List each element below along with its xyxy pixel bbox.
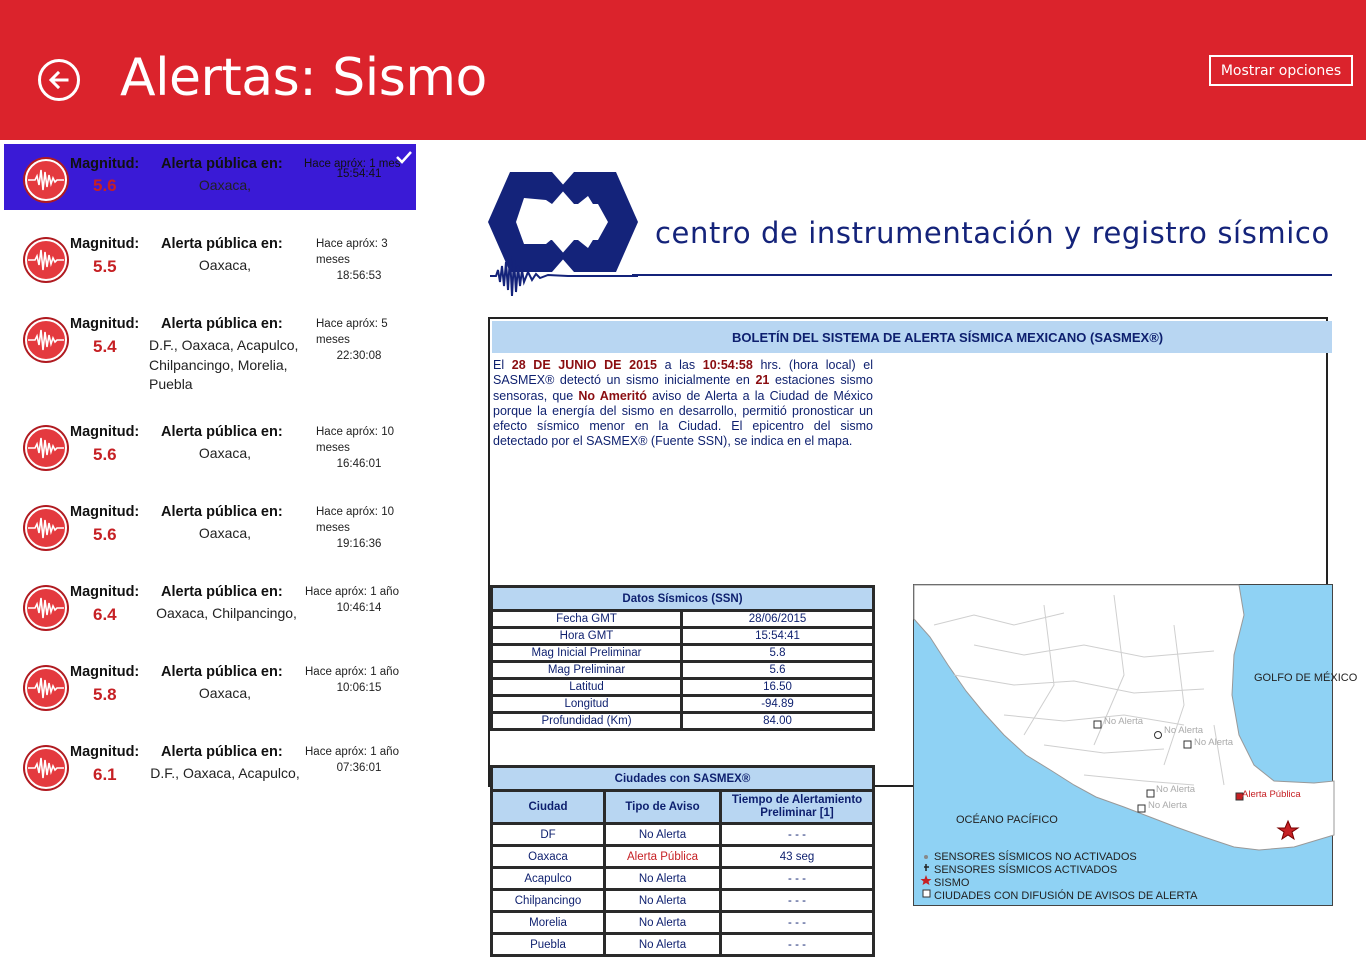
magnitude-value: 5.5 [93,257,117,276]
data-value: 28/06/2015 [683,612,872,626]
bulletin-box [488,317,1358,951]
magnitude-label: Magnitud: [70,584,140,600]
table-row [493,913,872,932]
table-row [493,680,872,694]
magnitude-value: 6.1 [93,765,117,784]
legend-inactive-sensors: SENSORES SÍSMICOS NO ACTIVADOS [934,851,1137,863]
alerta-publica-map-label: Alerta Pública [1242,789,1301,800]
alert-places: Oaxaca, Chilpancingo, [156,605,297,621]
city-cell: Oaxaca [493,847,603,866]
public-alert-label: Alerta pública en: [161,316,283,332]
alert-list-item[interactable] [4,224,416,304]
bulletin-text-part: a las [656,358,703,372]
data-label: Profundidad (Km) [493,714,680,728]
alert-list-item[interactable] [4,572,416,652]
bulletin-text-part: estaciones sismo sensoras, que [493,373,873,403]
table-row [493,714,872,728]
public-alert-label: Alerta pública en: [161,744,283,760]
type-cell: No Alerta [606,913,719,932]
seismic-data-table [490,585,875,731]
time-cell: - - - [722,869,872,888]
magnitude-label: Magnitud: [70,424,140,440]
app-header [0,0,1366,140]
logo-divider-line [632,274,1332,276]
alert-places: Oaxaca, [198,525,252,541]
public-alert-label: Alerta pública en: [161,584,283,600]
table-row [493,825,872,844]
data-value: 84.00 [683,714,872,728]
data-value: 5.6 [683,663,872,677]
data-value: -94.89 [683,697,872,711]
bulletin-time: 10:54:58 [702,358,753,372]
time-ago: Hace apróx: 1 año [305,746,399,758]
magnitude-label: Magnitud: [70,744,140,760]
cires-organization-name: centro de instrumentación y registro sísmico [655,216,1330,250]
back-arrow-icon [47,68,71,92]
alert-time: 19:16:36 [336,538,382,550]
type-cell: No Alerta [606,935,719,954]
table-row [493,612,872,626]
seismograph-icon [22,584,70,632]
alert-places: D.F., Oaxaca, Acapulco, [150,765,300,781]
data-label: Mag Preliminar [493,663,680,677]
data-value: 5.8 [683,646,872,660]
table-row [493,697,872,711]
alert-list[interactable] [0,140,420,784]
city-cell: Acapulco [493,869,603,888]
time-ago: Hace apróx: 3 meses [316,238,388,266]
cities-title: Ciudades con SASMEX® [493,768,872,789]
bulletin-text [493,358,873,450]
city-cell: Puebla [493,935,603,954]
alert-list-item[interactable] [4,652,416,732]
magnitude-value: 5.6 [93,445,117,464]
data-label: Longitud [493,697,680,711]
seismograph-icon [22,156,70,204]
legend-active-sensors: SENSORES SÍSMICOS ACTIVADOS [934,864,1118,876]
magnitude-label: Magnitud: [70,156,140,172]
cires-logo-icon [488,166,658,316]
seismograph-icon [22,504,70,552]
data-label: Latitud [493,680,680,694]
seismograph-icon [22,744,70,792]
magnitude-label: Magnitud: [70,664,140,680]
alert-time: 10:46:14 [336,602,382,614]
show-options-button[interactable]: Mostrar opciones [1209,55,1353,86]
city-cell: Morelia [493,913,603,932]
alert-time: 18:56:53 [336,270,382,282]
public-alert-label: Alerta pública en: [161,504,283,520]
bulletin-no-amerito: No Ameritó [578,388,647,403]
bulletin-text-part: hrs. (hora local) el SASMEX® detectó un sismo inicialmente en [493,358,873,388]
alert-time: 10:06:15 [336,682,382,694]
public-alert-label: Alerta pública en: [161,156,283,172]
alert-time: 07:36:01 [336,762,382,774]
alert-places: Oaxaca, [198,257,252,273]
alert-places: Oaxaca, [198,685,252,701]
bulletin-text-part: aviso de Alerta a la Ciudad de México porque la energía del sismo en desarrollo, permitió pronosticar un efecto sísmico menor en la Ciudad. El epicentro del sismo detectado por el SASMEX® (Fuente SSN), se indica en el mapa. [493,388,874,449]
city-map-label: No Alerta [1104,716,1144,727]
magnitude-value: 5.8 [93,685,117,704]
time-cell: 43 seg [722,847,872,866]
alert-list-item[interactable] [4,144,416,210]
alert-time: 15:54:41 [336,168,382,180]
table-row [493,891,872,910]
table-row [493,935,872,954]
magnitude-label: Magnitud: [70,504,140,520]
magnitude-value: 5.6 [93,176,117,195]
type-cell: No Alerta [606,869,719,888]
gulf-label: GOLFO DE MÉXICO [1254,672,1358,684]
alert-time: 22:30:08 [336,350,382,362]
time-ago: Hace apróx: 1 mes [304,158,401,170]
alert-list-item[interactable] [4,732,416,812]
seismograph-icon [22,236,70,284]
table-row [493,847,872,866]
type-cell: Alerta Pública [606,847,719,866]
alert-places: D.F., Oaxaca, Acapulco, Chilpancingo, Morelia, Puebla [149,337,299,392]
magnitude-value: 6.4 [93,605,117,624]
bulletin-title: BOLETÍN DEL SISTEMA DE ALERTA SÍSMICA MEXICANO (SASMEX®) [492,321,1332,353]
time-ago: Hace apróx: 1 año [305,586,399,598]
time-cell: - - - [722,913,872,932]
alert-time: 16:46:01 [336,458,382,470]
magnitude-value: 5.6 [93,525,117,544]
public-alert-label: Alerta pública en: [161,236,283,252]
city-map-label: No Alerta [1164,725,1204,736]
city-map-label: No Alerta [1194,737,1234,748]
time-cell: - - - [722,935,872,954]
time-cell: - - - [722,825,872,844]
magnitude-label: Magnitud: [70,316,140,332]
col-header-city: Ciudad [493,792,603,822]
public-alert-label: Alerta pública en: [161,664,283,680]
page-title: Alertas: Sismo [120,48,487,108]
col-header-type: Tipo de Aviso [606,792,719,822]
ocean-label: OCÉANO PACÍFICO [956,814,1058,826]
back-button[interactable] [38,59,80,101]
table-row [493,646,872,660]
time-ago: Hace apróx: 5 meses [316,318,388,346]
city-map-label: No Alerta [1156,784,1196,795]
city-map-label: No Alerta [1148,800,1188,811]
data-label: Hora GMT [493,629,680,643]
data-value: 15:54:41 [683,629,872,643]
data-value: 16.50 [683,680,872,694]
bulletin-stations: 21 [755,373,770,388]
seismic-data-title: Datos Sísmicos (SSN) [493,588,872,609]
time-cell: - - - [722,891,872,910]
alert-places: Oaxaca, [198,177,252,193]
seismograph-icon [22,316,70,364]
cities-table [490,765,875,957]
table-row [493,663,872,677]
alert-list-item[interactable] [4,304,416,392]
table-row [493,869,872,888]
magnitude-value: 5.4 [93,337,117,356]
bulletin-date: 28 DE JUNIO DE 2015 [511,358,657,372]
legend-cities: CIUDADES CON DIFUSIÓN DE AVISOS DE ALERTA [934,890,1198,902]
magnitude-label: Magnitud: [70,236,140,252]
data-label: Fecha GMT [493,612,680,626]
bulletin-text-part: El [493,358,512,372]
alert-list-item[interactable] [4,492,416,572]
table-row [493,629,872,643]
alert-places: Oaxaca, [198,445,252,461]
bulletin-view[interactable] [472,140,1358,951]
time-ago: Hace apróx: 10 meses [316,506,394,534]
time-ago: Hace apróx: 10 meses [316,426,394,454]
seismograph-icon [22,424,70,472]
legend-earthquake: SISMO [934,877,970,889]
col-header-time: Tiempo de Alertamiento Preliminar [1] [722,792,872,822]
time-ago: Hace apróx: 1 año [305,666,399,678]
epicenter-map [913,584,1358,906]
checkmark-icon [396,150,412,164]
public-alert-label: Alerta pública en: [161,424,283,440]
alert-list-item[interactable] [4,412,416,492]
type-cell: No Alerta [606,891,719,910]
data-label: Mag Inicial Preliminar [493,646,680,660]
city-cell: Chilpancingo [493,891,603,910]
city-cell: DF [493,825,603,844]
type-cell: No Alerta [606,825,719,844]
seismograph-icon [22,664,70,712]
